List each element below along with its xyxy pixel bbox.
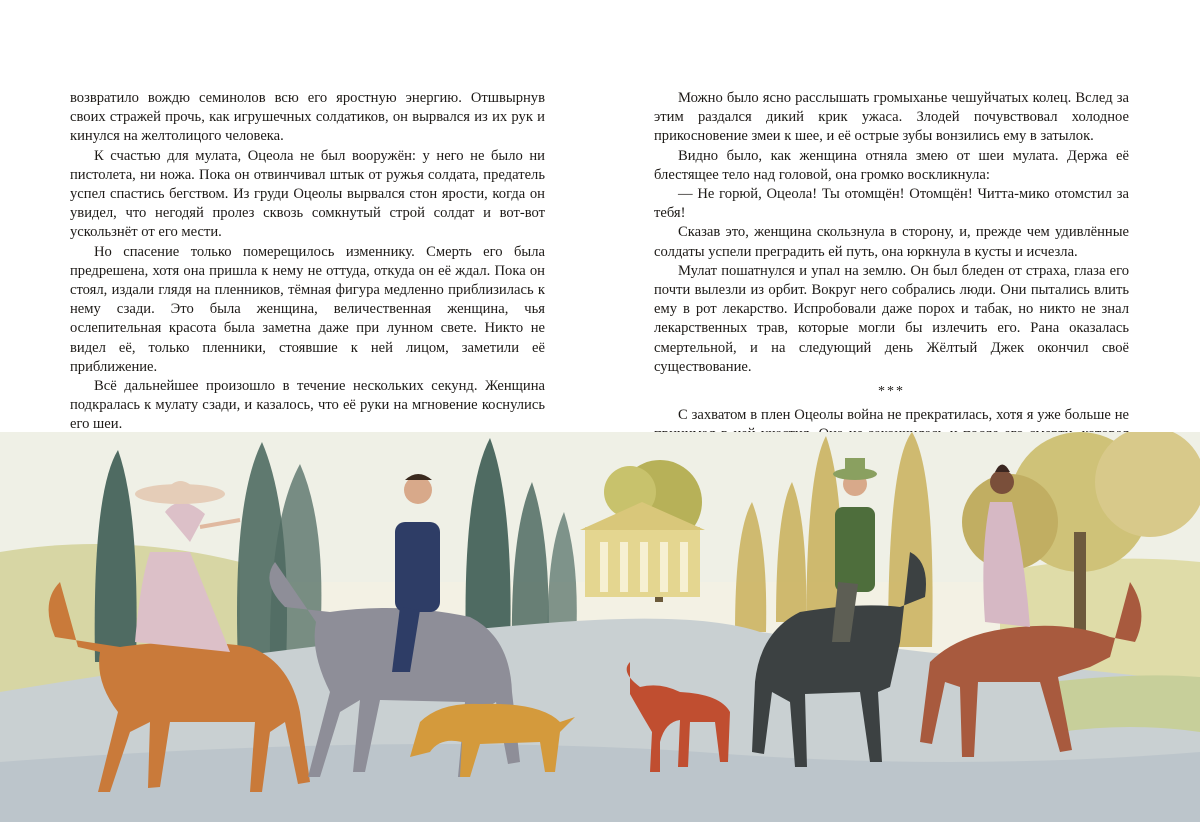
section-separator: *** (878, 384, 905, 400)
paragraph: — Не горюй, Оцеола! Ты отомщён! Отомщён! Читта-мико отомстил за тебя! (654, 186, 1129, 222)
paragraph: Видно было, как женщина отняла змею от шеи мулата. Держа её блестящее тело над головой, она громко воскликнула: (654, 147, 1129, 183)
paragraph: С захватом в плен Оцеолы война не прекратилась, хотя я уже больше не (678, 407, 1129, 424)
text-column-left (70, 89, 545, 473)
paragraph: Всё дальнейшее произошло в течение нескольких секунд. Женщина подкралась к мулату сзади, и казалось, что её руки на мгновение коснулись его шеи. (70, 378, 545, 433)
illustration-riders (0, 432, 1200, 822)
paragraph: Можно было ясно расслышать громыханье чешуйчатых колец. Вслед за этим раздался дикий крик ужаса. Злодей почувствовал холодное прикосновение змеи к шее, и её острые зубы вонзились ему в затылок. (654, 90, 1129, 145)
foreground-grass (1050, 675, 1200, 732)
paragraph: Сказав это, женщина скользнула в сторону, и, прежде чем удивлённые солдаты успели преградить ей путь, она юркнула в кусты и исчезла. (654, 224, 1129, 260)
paragraph: Мулат пошатнулся и упал на землю. Он был бледен от страха, глаза его почти вылезли из орбит. Вокруг него собрались люди. Они пытались влить ему в рот лекарство. Испробовали даже порох и табак, но никто не знал лекарственных трав, которые могли бы излечить его. Рана оказалась смертельной, и на следующий день Жёлтый Джек окончил своё существование. (654, 262, 1129, 375)
paragraph: К счастью для мулата, Оцеола не был вооружён: у него не было ни пистолета, ни ножа. Пока он отвинчивал штык от ружья солдата, предатель успел спастись бегством. Из груди Оцеолы вырвался стон ярости, когда он увидел, что негодяй пролез сквозь сомкнутый строй солдат и вот-вот ускользнёт от его мести. (70, 147, 545, 241)
text-column-right (654, 89, 1129, 483)
paragraph: Но спасение только померещилось изменнику. Смерть его была предрешена, хотя она пришла к нему не оттуда, откуда он её ждал. Пока он стоял, издали глядя на пленников, тёмная фигура медленно приблизилась к нему сзади. Это была женщина, величественная женщина, чья ослепительная красота была заметна даже при лунном свете. Никто не видел её, только пленники, стоявшие к ней лицом, заметили её приближение. (70, 243, 545, 375)
paragraph: возвратило вождю семинолов всю его яростную энергию. Отшвырнув своих стражей прочь, как игрушечных солдатиков, он вырвался из их рук и кинулся на желтолицого человека. (70, 90, 545, 145)
